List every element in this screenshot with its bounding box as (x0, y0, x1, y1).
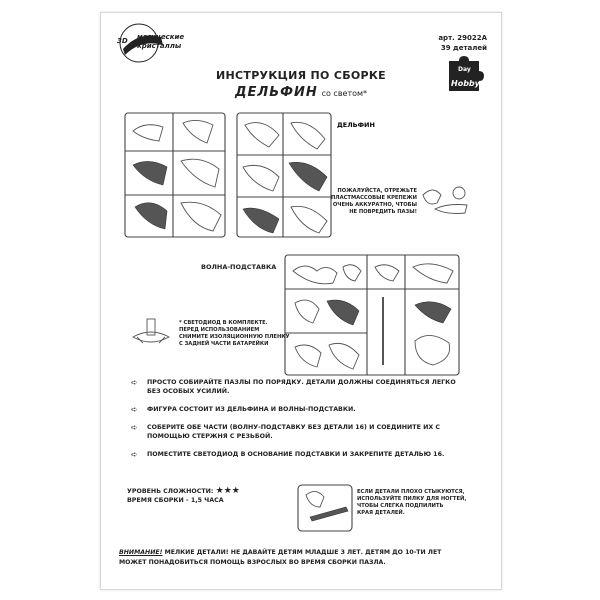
dolphin-parts-left (133, 120, 221, 231)
wave-sprue (283, 253, 463, 379)
led-note-line: СНИМИТЕ ИЗОЛЯЦИОННУЮ ПЛЕНКУ (179, 334, 290, 340)
nail-file-icon (298, 485, 352, 531)
step-item (131, 423, 471, 441)
instruction-sheet (100, 12, 502, 590)
section-wave-label: ВОЛНА-ПОДСТАВКА (201, 263, 277, 271)
logo-3d: 3D (117, 37, 128, 45)
cut-note-line: ПЛАСТМАССОВЫЕ КРЕПЕЖИ (330, 195, 417, 201)
arrow-right-icon: ➪ (131, 423, 138, 432)
product-suffix: со светом* (321, 89, 368, 98)
cut-note-line: НЕ ПОВРЕДИТЬ ПАЗЫ! (349, 209, 417, 215)
assembly-time: ВРЕМЯ СБОРКИ - 1,5 ЧАСА (127, 497, 224, 504)
difficulty-label: УРОВЕНЬ СЛОЖНОСТИ: (127, 488, 214, 495)
cut-note-line: ОЧЕНЬ АККУРАТНО, ЧТОБЫ (332, 202, 417, 208)
page-title: ИНСТРУКЦИЯ ПО СБОРКЕ (216, 69, 386, 82)
file-note-line: ЧТОБЫ СЛЕГКА ПОДПИЛИТЬ (357, 503, 444, 509)
product-name: ДЕЛЬФИН (234, 85, 318, 100)
wave-parts (293, 264, 453, 369)
led-note-line: С ЗАДНЕЙ ЧАСТИ БАТАРЕЙКИ (179, 341, 269, 347)
warning-block (119, 548, 484, 568)
step-text: ПОМЕСТИТЕ СВЕТОДИОД В ОСНОВАНИЕ ПОДСТАВКИ И ЗАКРЕПИТЕ ДЕТАЛЬЮ 16. (147, 451, 445, 458)
file-note (357, 489, 467, 517)
led-note-line: * СВЕТОДИОД В КОМПЛЕКТЕ. (179, 320, 268, 326)
difficulty-block (127, 487, 240, 505)
article-code: арт. 29022А (438, 34, 487, 42)
file-note-line: ЕСЛИ ДЕТАЛИ ПЛОХО СТЫКУЮТСЯ, (357, 489, 465, 495)
arrow-right-icon: ➪ (131, 450, 138, 459)
product-title (101, 85, 501, 100)
step-item (131, 378, 471, 396)
file-note-line: КРАЯ ДЕТАЛЕЙ. (357, 510, 405, 516)
step-text: СОБЕРИТЕ ОБЕ ЧАСТИ (ВОЛНУ-ПОДСТАВКУ БЕЗ ДЕТАЛИ 16) И СОЕДИНИТЕ ИХ С ПОМОЩЬЮ СТЕРЖНЯ С РЕЗЬБОЙ. (147, 424, 441, 440)
led-note (179, 320, 297, 348)
hobby-name: Hobby (451, 79, 480, 88)
scissors-icon (423, 187, 467, 214)
step-text: ПРОСТО СОБИРАЙТЕ ПАЗЛЫ ПО ПОРЯДКУ. ДЕТАЛИ ДОЛЖНЫ СОЕДИНЯТЬСЯ ЛЕГКО БЕЗ ОСОБЫХ УСИЛИЙ. (147, 379, 456, 395)
nail-file-illustration (296, 483, 354, 533)
step-text: ФИГУРА СОСТОИТ ИЗ ДЕЛЬФИНА И ВОЛНЫ-ПОДСТАВКИ. (147, 406, 356, 413)
warning-label: ВНИМАНИЕ! (119, 549, 163, 556)
hobby-prefix: Day (458, 66, 471, 73)
logo-line2: магические (137, 33, 185, 41)
led-note-line: ПЕРЕД ИСПОЛЬЗОВАНИЕМ (179, 327, 260, 333)
led-stand-icon (133, 319, 169, 343)
file-note-line: ИСПОЛЬЗУЙТЕ ПИЛКУ ДЛЯ НОГТЕЙ, (357, 496, 467, 502)
article-info (438, 33, 487, 53)
cut-note (325, 188, 417, 216)
assembly-steps (131, 378, 471, 468)
arrow-right-icon: ➪ (131, 405, 138, 414)
step-item (131, 450, 471, 459)
scissors-illustration (419, 183, 471, 223)
star-icon: ★★★ (215, 486, 240, 496)
cut-note-line: ПОЖАЛУЙСТА, ОТРЕЖЬТЕ (337, 188, 417, 194)
step-item (131, 405, 471, 414)
parts-count: 39 деталей (440, 44, 487, 52)
warning-text-1: МЕЛКИЕ ДЕТАЛИ! НЕ ДАВАЙТЕ ДЕТЯМ МЛАДШЕ 3 ЛЕТ. ДЕТЯМ ДО 10-ТИ ЛЕТ (162, 549, 442, 556)
logo-line3: кристаллы (137, 42, 182, 50)
section-dolphin-label: ДЕЛЬФИН (337, 121, 375, 129)
warning-text-2: МОЖЕТ ПОНАДОБИТЬСЯ ПОМОЩЬ ВЗРОСЛЫХ ВО ВРЕМЯ СБОРКИ ПАЗЛА. (119, 559, 386, 566)
led-base-illustration (127, 315, 175, 349)
dolphin-sprues (123, 111, 403, 243)
dolphin-parts-right (243, 122, 327, 233)
brand-logo (111, 19, 193, 69)
arrow-right-icon: ➪ (131, 378, 138, 387)
dolphin-sprue-frame-left (125, 113, 225, 237)
